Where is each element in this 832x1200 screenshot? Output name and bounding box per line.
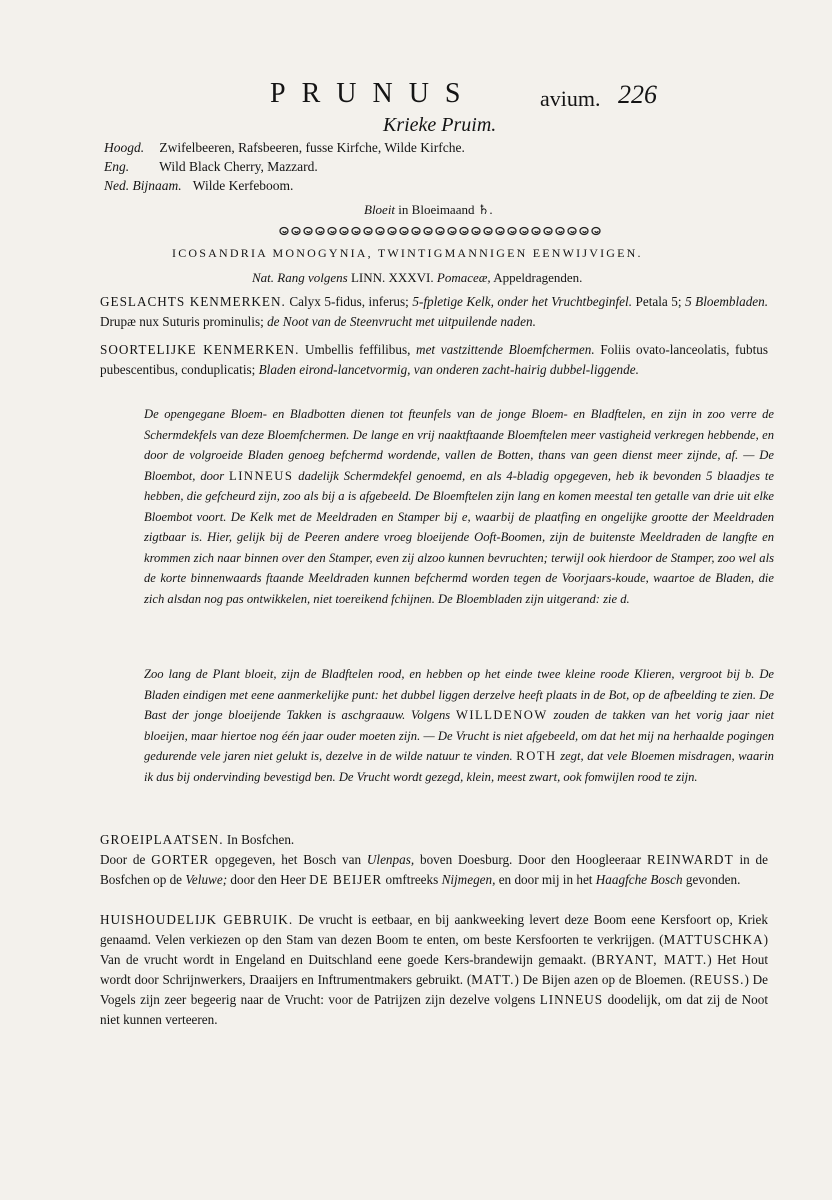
vernacular-text: Wild Black Cherry, Mazzard.	[159, 159, 318, 174]
ornament-scroll	[448, 228, 456, 235]
latin-text: Drupæ nux Suturis prominulis;	[100, 314, 264, 329]
use-text-part: ) Van de vrucht wordt in Engeland en Duitschland eene goede Kers-brandewijn gemaakt. (	[100, 932, 768, 967]
habitat-text-part: Door de	[100, 852, 146, 867]
ornament-scroll	[304, 228, 312, 235]
author-reuss: REUSS.	[694, 972, 745, 987]
ornament-scroll	[424, 228, 432, 235]
habitat-text-part: omftreeks	[385, 872, 439, 887]
dutch-text: Bladen eirond-lancetvormig, van onderen zacht-hairig dubbel-liggende.	[258, 362, 639, 377]
vernacular-row-eng	[104, 157, 624, 176]
observation-paragraph-2	[144, 664, 774, 787]
author-willdenow: WILLDENOW	[455, 708, 548, 722]
place-veluwe: Veluwe;	[185, 872, 228, 887]
habitat-text-part: gevonden.	[685, 872, 741, 887]
habitat-text-part: boven Doesburg. Door den Hoogleeraar	[419, 852, 642, 867]
species-name: avium.	[540, 86, 601, 111]
use-text-part: ) De Bijen azen op de Bloemen. (	[514, 972, 695, 987]
habitat-text-part: en door mij in het	[498, 872, 593, 887]
ornament-scroll	[280, 228, 288, 235]
saturn-symbol: ♄.	[477, 202, 493, 217]
ornament-scroll	[496, 228, 504, 235]
ornament-scroll	[316, 228, 324, 235]
latin-text: Calyx 5-fidus, inferus;	[289, 294, 409, 309]
ornament-scroll	[592, 228, 600, 235]
habitat-text-part: opgegeven, het Bosch van	[215, 852, 362, 867]
use-text-part: ) De Vogels zijn zeer begeerig naar de Vrucht: voor de Patrijzen zijn dezelve volgens	[100, 972, 768, 1007]
dutch-text: 5 Bloembladen.	[685, 294, 769, 309]
author-matt: MATT.	[471, 972, 515, 987]
ornament-scroll	[544, 228, 552, 235]
obs-text: Zoo lang de Plant bloeit, zijn de Bladftelen rood, en hebben op het einde twee kleine roode Klieren, vergroot bij b. De Bladen eindigen met eene aanmerkelijke punt: het dubbel liggen derzelve heeft plaats in de Bot, op de afbeelding te zien. De Bast der jonge bloeijende Takken is aschgraauw. Volgens	[144, 667, 774, 722]
author-linneus: LINNEUS	[539, 992, 604, 1007]
ornament-scroll	[292, 228, 300, 235]
ornament-scroll	[508, 228, 516, 235]
habitat-text	[100, 850, 768, 890]
habitat-intro: In Bosfchen.	[226, 832, 295, 847]
ornament-scroll	[328, 228, 336, 235]
author-bryant-matt: BRYANT, MATT.	[596, 952, 708, 967]
habitat-section	[100, 830, 768, 890]
obs-text: dadelijk Schermdekfel genoemd, en als 4-bladig opgegeven, heb ik bevonden 5 blaadjes te hebben, die gefcheurd zijn, zoo als bij a is afgebeeld. De Bloemftelen zijn lang en komen meestal ten getalle van drie uit elke Bloembot voort. De Kelk met de Meeldraden en Stamper bij e, waarbij de plaatfing en ongelijke grootte der Meeldraden zigtbaar is. Hier, gelijk bij de Peeren andere vroeg bloeijende Ooft-Boomen, zijn de buitenste Meeldraden de langfte en krommen zich naar binnen over den Stamper, even zij alzoo kunnen bevruchten; terwijl ook hierdoor de Stamper, zoo wel als de korte binnenwaards ftaande Meeldraden kunnen befchermd worden tegen de Voorjaars-koude, waartoe de Bladen, die zich alsdan nog pas ontwikkelen, niet toereikend fchijnen. De Bloembladen zijn uitgerand: zie d.	[144, 468, 774, 606]
flowering-line	[364, 202, 493, 218]
vernacular-text: Zwifelbeeren, Rafsbeeren, fusse Kirfche, Wilde Kirfche.	[159, 140, 465, 155]
nat-rang-linn: LINN. XXXVI.	[350, 270, 434, 285]
obs-text: De opengegane Bloem- en Bladbotten dienen tot fteunfels van de jonge Bloem- en Bladftelen, en zijn in zoo verre de Schermdekfels van deze Bloemfchermen. De lange en vrij naaktftaande Bloemftelen meer vastigheid verkregen hebbende, en door de volgroeide Bladen genoeg befchermd wordende, vallen de Botten, thans van geen dienst meer zijnde, af. — De Bloembot, door	[144, 407, 774, 483]
section-heading: GESLACHTS KENMERKEN.	[100, 294, 286, 309]
linnean-classification: ICOSANDRIA MONOGYNIA, TWINTIGMANNIGEN EENWIJVIGEN.	[172, 246, 643, 260]
dutch-text: met vastzittende Bloemfchermen.	[416, 342, 595, 357]
use-text-part: ) Het Hout wordt door Schrijnwerkers, Draaijers en Inftrumentmakers gebruikt. (	[100, 952, 769, 987]
ornament-scroll	[580, 228, 588, 235]
author-linneus: LINNEUS	[229, 468, 294, 483]
ornament-scroll	[388, 228, 396, 235]
author-mattuschka: MATTUSCHKA	[663, 932, 764, 947]
ornament-scroll	[412, 228, 420, 235]
vernacular-label: Hoogd.	[104, 140, 145, 155]
place-nijmegen: Nijmegen,	[441, 872, 496, 887]
latin-text: Petala 5;	[635, 294, 682, 309]
author-gorter: GORTER	[151, 852, 210, 867]
latin-text: Umbellis feffilibus,	[305, 342, 411, 357]
place-haagsche-bosch: Haagfche Bosch	[595, 872, 683, 887]
genus-characters	[100, 292, 768, 332]
ornament-scroll	[556, 228, 564, 235]
latin-text: Foliis ovato-lanceolatis, fubtus pubescentibus, conduplicatis;	[100, 342, 769, 377]
use-text-part: doodelijk, om dat zij de Noot niet kunnen verteeren.	[100, 992, 769, 1027]
handwritten-plate-number: 226	[618, 80, 657, 109]
habitat-text-part: door den Heer	[230, 872, 306, 887]
ornament-scroll	[568, 228, 576, 235]
use-text-part: De vrucht is eetbaar, en bij aankweeking levert deze Boom eene Kersfoort op, Kriek genaamd. Velen verkiezen op den Stam van dezen Boom te enten, om beste Kersfoorten te verkrijgen. (	[100, 912, 768, 947]
ornament-scroll	[352, 228, 360, 235]
ornament-scroll	[532, 228, 540, 235]
section-heading: GROEIPLAATSEN.	[100, 832, 224, 847]
author-reinwardt: REINWARDT	[646, 852, 734, 867]
ornamental-divider	[278, 224, 608, 238]
ornament-scroll	[340, 228, 348, 235]
natural-rank-line	[252, 270, 582, 286]
dutch-name: Krieke Pruim.	[383, 114, 497, 136]
habitat-text-part: in de Bosfchen op de	[100, 852, 769, 887]
nat-rang-family-latin: Pomaceæ,	[436, 270, 491, 285]
habitat-heading-line	[100, 830, 768, 850]
dutch-text: 5-fpletige Kelk, onder het Vruchtbeginfel.	[412, 294, 632, 309]
ornament-scroll	[364, 228, 372, 235]
flowering-text: in Bloeimaand	[398, 202, 475, 217]
species-characters	[100, 340, 768, 380]
author-roth: ROTH	[516, 749, 557, 763]
obs-text: zegt, dat vele Bloemen misdragen, waarin ik dus bij ondervinding bevestigd ben. De Vrucht wordt gezegd, klein, meest zwart, ook fomwijlen rood te zijn.	[144, 749, 774, 784]
flowering-label: Bloeit	[364, 202, 396, 217]
household-use-section	[100, 910, 768, 1030]
genus-title: PRUNUS	[270, 78, 477, 109]
vernacular-row-hoogd	[104, 138, 624, 157]
ornament-scroll	[460, 228, 468, 235]
ornament-scroll	[520, 228, 528, 235]
vernacular-text: Wilde Kerfeboom.	[192, 178, 294, 193]
obs-text: zouden de takken van het vorig jaar niet bloeijen, maar hiertoe nog één jaar ouder moeten zijn. — De Vrucht is niet afgebeeld, om dat het mij na herhaalde pogingen gedurende vele jaren niet gelukt is, dezelve in de wilde natuur te vinden.	[144, 708, 774, 763]
section-heading: SOORTELIJKE KENMERKEN.	[100, 342, 300, 357]
author-de-beijer: DE BEIJER	[309, 872, 383, 887]
vernacular-names	[104, 138, 624, 195]
nat-rang-label: Nat. Rang volgens	[252, 270, 348, 285]
ornament-scroll	[376, 228, 384, 235]
observation-paragraph-1	[144, 404, 774, 609]
ornament-scroll	[472, 228, 480, 235]
ornament-scroll	[400, 228, 408, 235]
dutch-text: de Noot van de Steenvrucht met uitpuilende naden.	[267, 314, 536, 329]
ornament-scroll	[484, 228, 492, 235]
ornament-scroll	[436, 228, 444, 235]
vernacular-label: Eng.	[104, 159, 130, 174]
nat-rang-family-dutch: Appeldragenden.	[493, 270, 583, 285]
vernacular-label: Ned. Bijnaam.	[104, 178, 182, 193]
place-ulenpas: Ulenpas,	[366, 852, 415, 867]
vernacular-row-ned	[104, 176, 624, 195]
section-heading: HUISHOUDELIJK GEBRUIK.	[100, 912, 294, 927]
